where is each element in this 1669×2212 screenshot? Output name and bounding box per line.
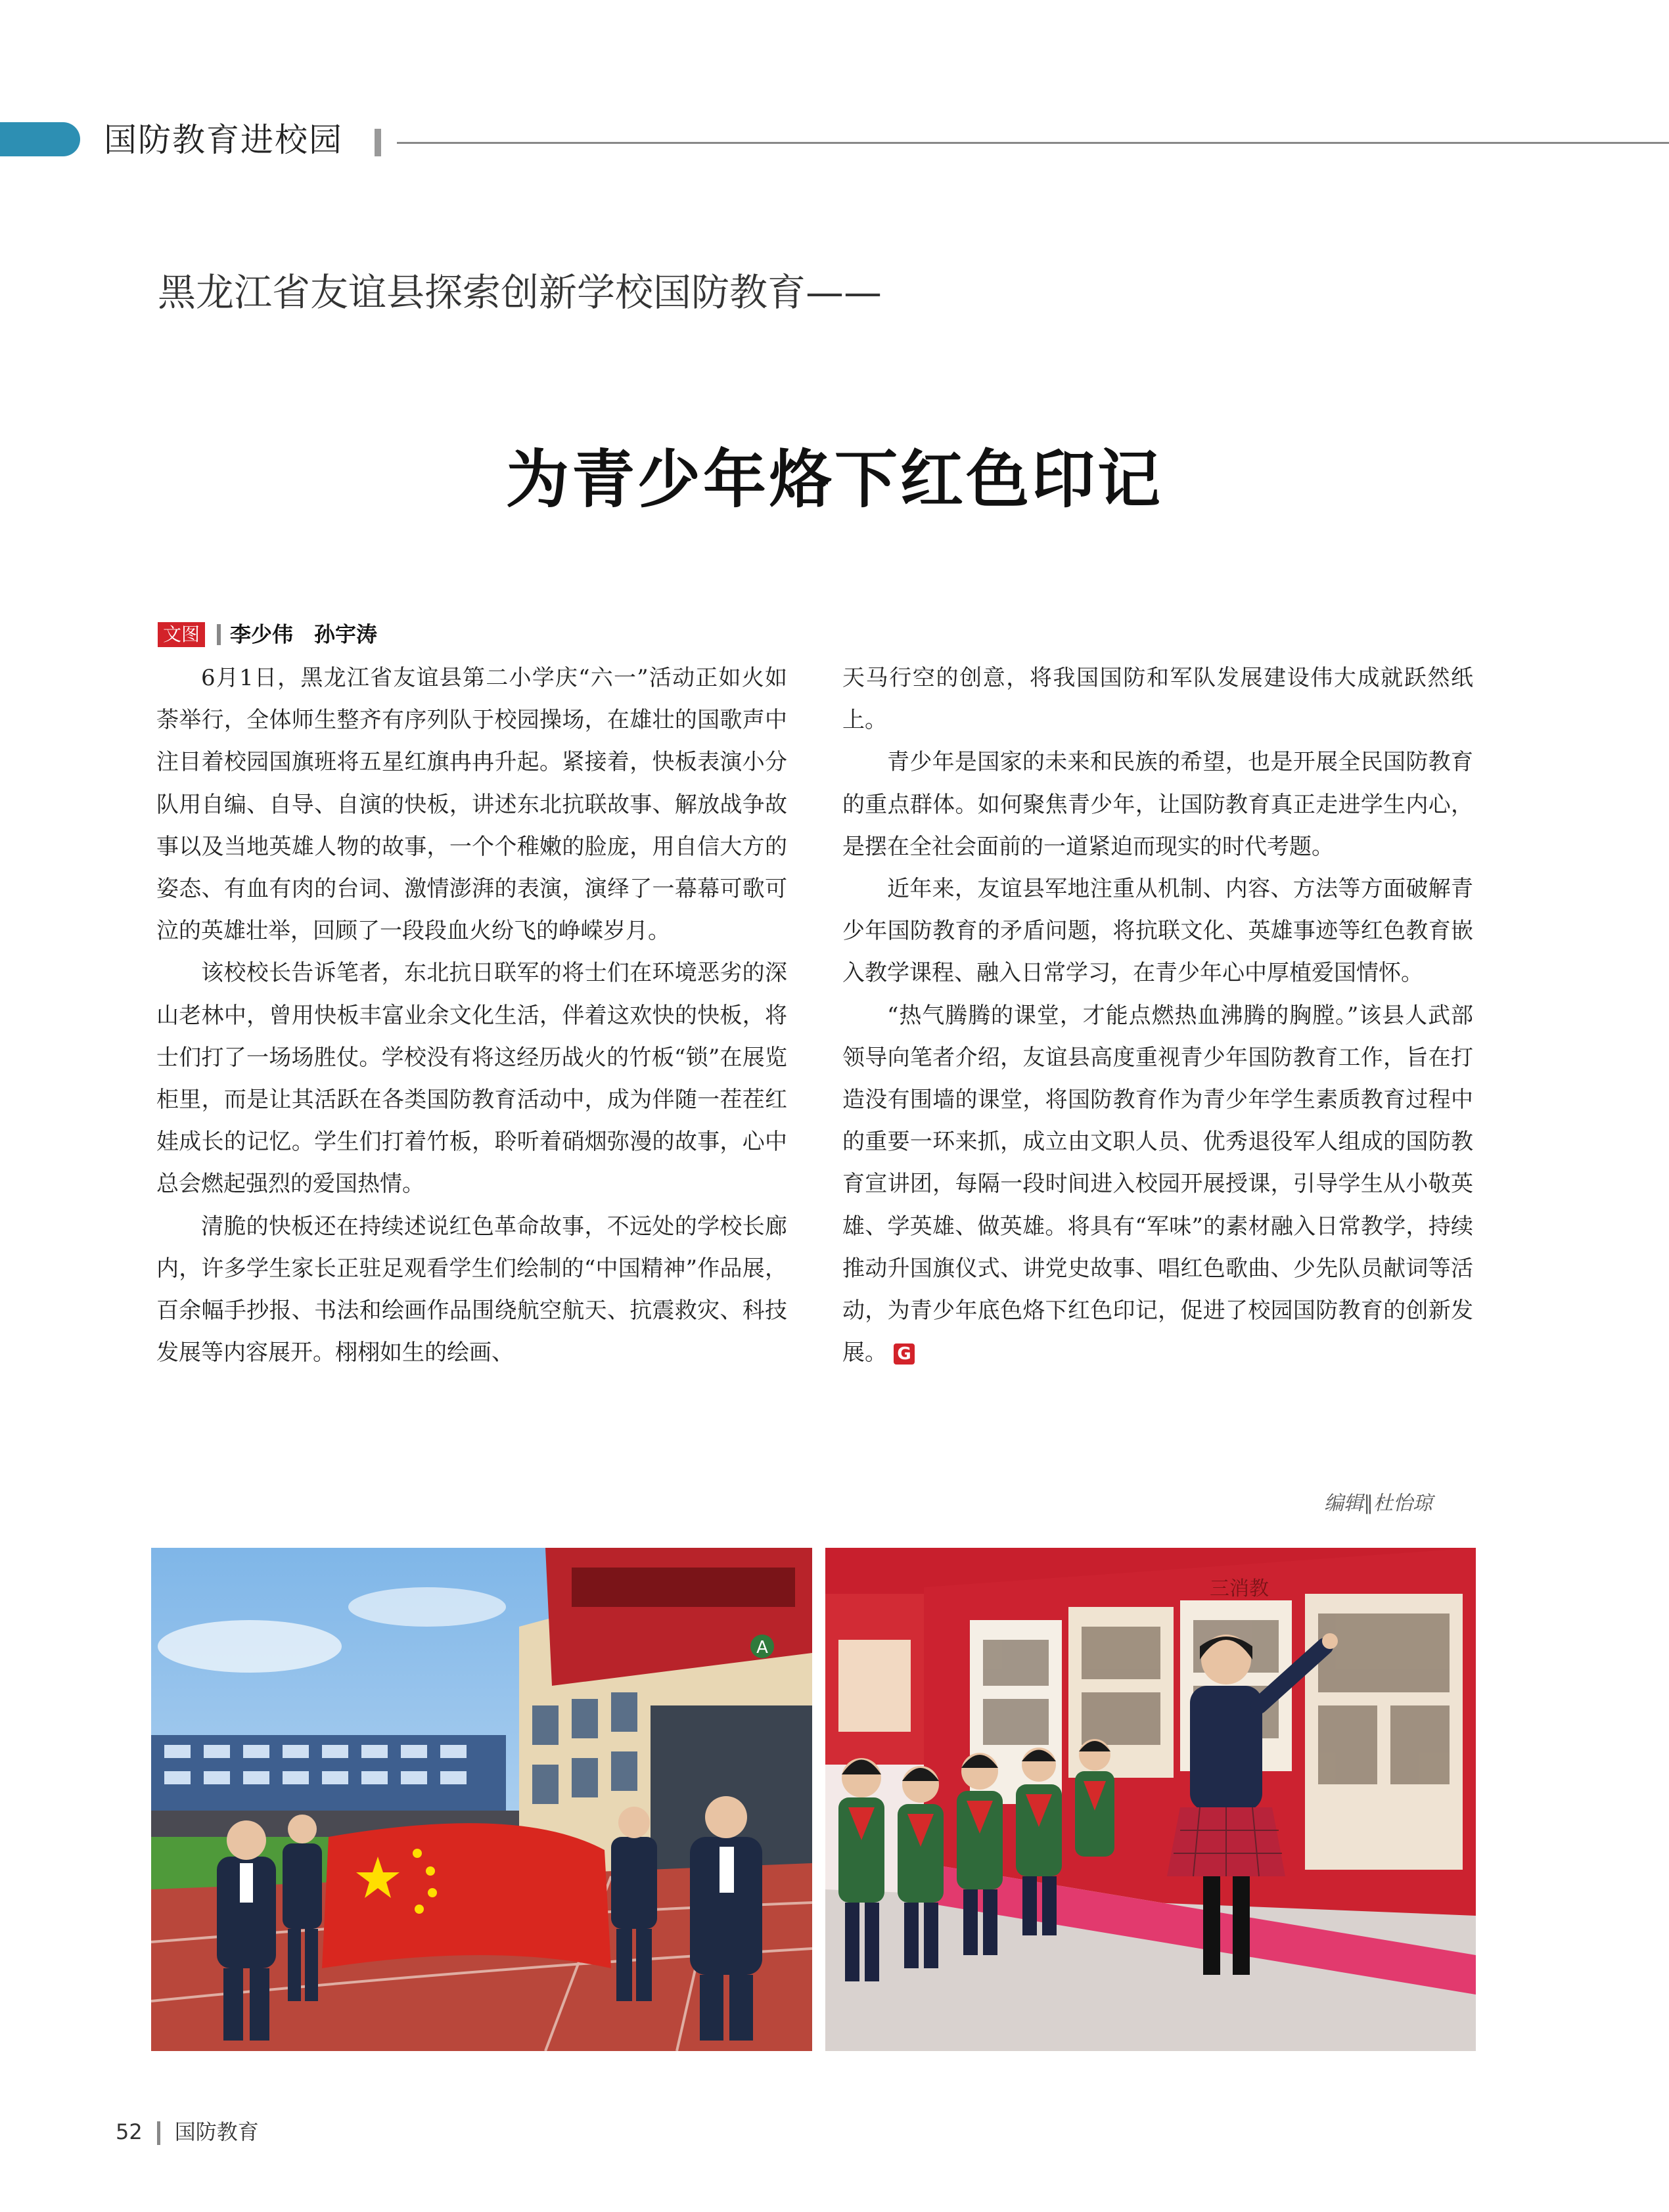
byline — [158, 619, 377, 649]
byline-separator — [217, 624, 221, 645]
right-column — [842, 657, 1473, 1374]
section-tab — [0, 122, 80, 156]
photo-flag-team — [151, 1548, 812, 2051]
photo-exhibition-hall-illustration — [825, 1548, 1476, 2051]
page-footer — [116, 2114, 259, 2150]
left-column — [156, 657, 787, 1374]
section-divider-bar — [375, 129, 381, 156]
paragraph: 青少年是国家的未来和民族的希望，也是开展全民国防教育的重点群体。如何聚焦青少年，让国防教育真正走进学生内心，是摆在全社会面前的一道紧迫而现实的时代考题。 — [842, 749, 1473, 860]
page-number: 52 — [116, 2119, 143, 2144]
article-title: 为青少年烙下红色印记 — [506, 443, 1163, 516]
paragraph: 6月1日，黑龙江省友谊县第二小学庆“六一”活动正如火如荼举行，全体师生整齐有序列队于校园操场，在雄壮的国歌声中注目着校园国旗班将五星红旗冉冉升起。紧接着，快板表演小分队用自编、自导、自演的快板，讲述东北抗联故事、解放战争故事以及当地英雄人物的故事，一个个稚嫩的脸庞，用自信大方的姿态、有血有肉的台词、激情澎湃的表演，演绎了一幕幕可歌可泣的英雄壮举，回顾了一段段血火纷飞的峥嵘岁月。 — [156, 665, 787, 945]
photo-flag-team-illustration — [151, 1548, 812, 2051]
article-kicker: 黑龙江省友谊县探索创新学校国防教育—— — [158, 270, 882, 315]
paragraph: 天马行空的创意，将我国国防和军队发展建设伟大成就跃然纸上。 — [842, 665, 1473, 734]
paragraph-text: “热气腾腾的课堂，才能点燃热血沸腾的胸膛。”该县人武部领导向笔者介绍，友谊县高度重视青少年国防教育工作，旨在打造没有围墙的课堂，将国防教育作为青少年学生素质教育过程中的重要一环来抓，成立由文职人员、优秀退役军人组成的国防教育宣讲团，每隔一段时间进入校园开展授课，引导学生从小敬英雄、学英雄、做英雄。将具有“军味”的素材融入日常教学，持续推动升国旗仪式、讲党史故事、唱红色歌曲、少先队员献词等活动，为青少年底色烙下红色印记，促进了校园国防教育的创新发展。 — [842, 1002, 1473, 1366]
paragraph-last — [842, 995, 1473, 1374]
exhibit-board-title: 三消教 — [1210, 1577, 1269, 1600]
end-mark-icon: G — [894, 1343, 915, 1365]
magazine-name: 国防教育 — [174, 2119, 259, 2144]
paragraph: 该校校长告诉笔者，东北抗日联军的将士们在环境恶劣的深山老林中，曾用快板丰富业余文化生活，伴着这欢快的快板，将士们打了一场场胜仗。学校没有将这经历战火的竹板“锁”在展览柜里，而是让其活跃在各类国防教育活动中，成为伴随一茬茬红娃成长的记忆。学生们打着竹板，聆听着硝烟弥漫的故事，心中总会燃起强烈的爱国热情。 — [156, 960, 787, 1198]
paragraph: 近年来，友谊县军地注重从机制、内容、方法等方面破解青少年国防教育的矛盾问题，将抗联文化、英雄事迹等红色教育嵌入教学课程、融入日常学习，在青少年心中厚植爱国情怀。 — [842, 876, 1473, 987]
section-title: 国防教育进校园 — [104, 121, 343, 159]
paragraph: 清脆的快板还在持续述说红色革命故事，不远处的学校长廊内，许多学生家长正驻足观看学生们绘制的“中国精神”作品展，百余幅手抄报、书法和绘画作品围绕航空航天、抗震救灾、科技发展等内容展开。栩栩如生的绘画、 — [156, 1213, 787, 1366]
building-sign-text: A — [756, 1638, 768, 1658]
header-rule — [397, 142, 1669, 144]
byline-tag: 文图 — [158, 622, 205, 647]
editor-credit: 编辑∥杜怡琼 — [1324, 1492, 1432, 1515]
photo-exhibition-hall — [825, 1548, 1476, 2051]
byline-authors: 李少伟 孙宇涛 — [230, 621, 378, 647]
footer-divider — [157, 2121, 160, 2145]
